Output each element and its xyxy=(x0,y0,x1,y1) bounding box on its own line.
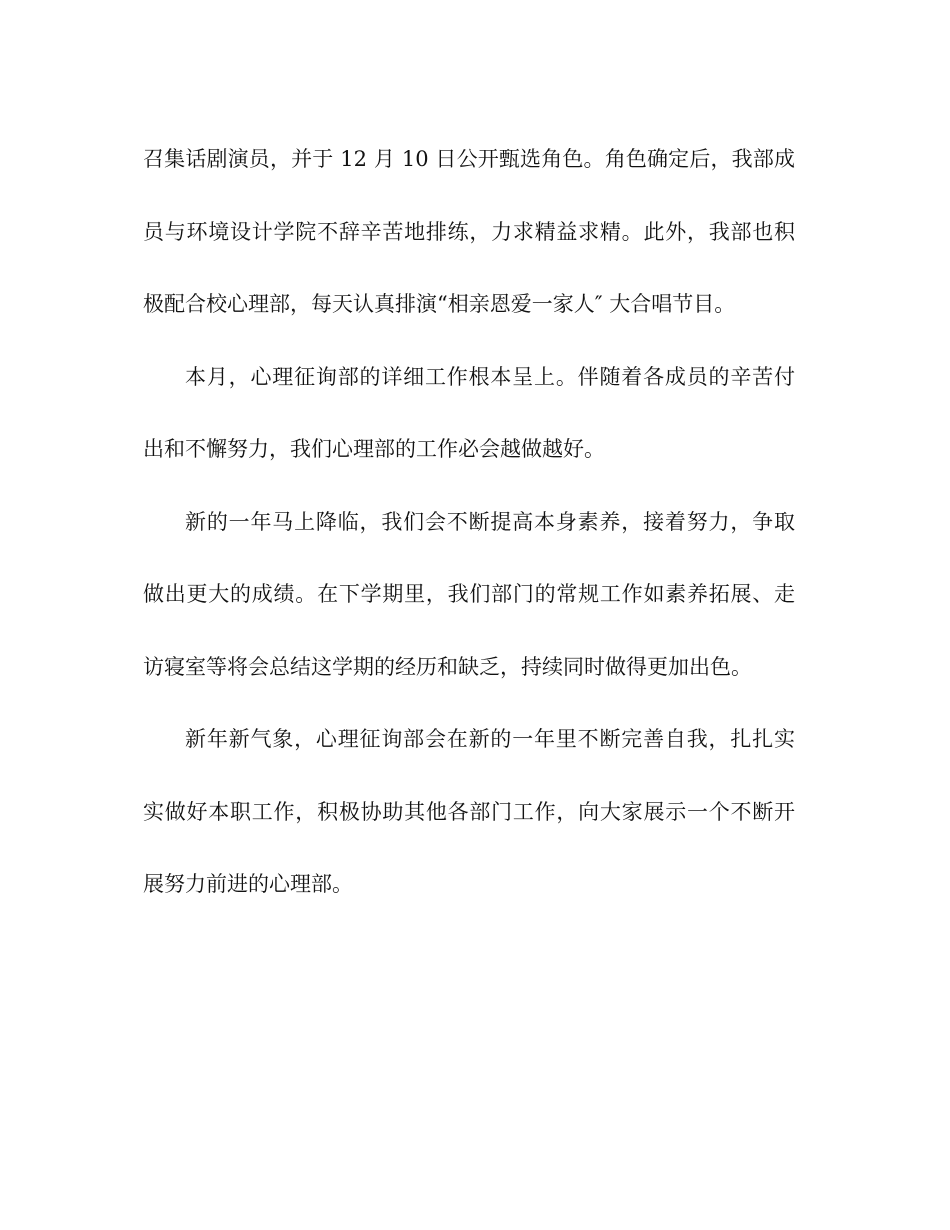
text-line-5: 出和不懈努力，我们心理部的工作必会越做越好。 xyxy=(143,437,605,461)
document-body xyxy=(143,123,795,921)
text-line-6: 新的一年马上降临，我们会不断提高本身素养，接着努力，争取 xyxy=(185,509,795,534)
text-line-9: 新年新气象，心理征询部会在新的一年里不断完善自我，扎扎实 xyxy=(185,727,795,751)
text-line-3: 极配合校心理部，每天认真排演“相亲恩爱一家人″ 大合唱节目。 xyxy=(143,292,736,316)
text-line-4: 本月，心理征询部的详细工作根本呈上。伴随着各成员的辛苦付 xyxy=(185,364,795,389)
text-line-7: 做出更大的成绩。在下学期里，我们部门的常规工作如素养拓展、走 xyxy=(143,582,795,606)
text-line-1: 召集话剧演员，并于 12 月 10 日公开甄选角色。角色确定后，我部成 xyxy=(143,147,795,171)
text-line-8: 访寝室等将会总结这学期的经历和缺乏，持续同时做得更加出色。 xyxy=(143,654,752,679)
text-line-2: 员与环境设计学院不辞辛苦地排练，力求精益求精。此外，我部也积 xyxy=(143,219,795,244)
text-line-10: 实做好本职工作，积极协助其他各部门工作，向大家展示一个不断开 xyxy=(143,799,795,824)
text-line-11: 展努力前进的心理部。 xyxy=(143,872,353,896)
